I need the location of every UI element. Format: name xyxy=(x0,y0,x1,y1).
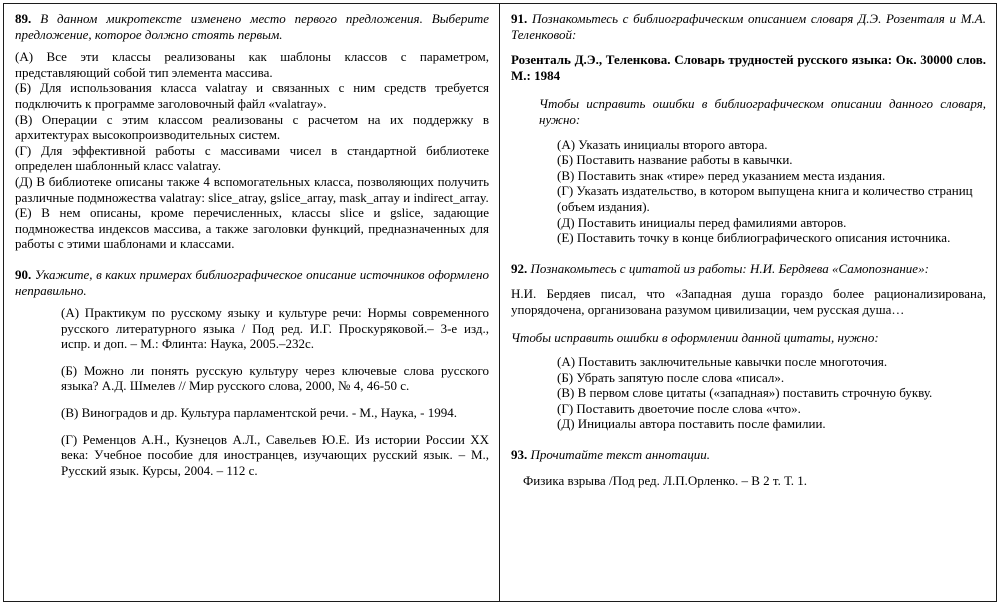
q92-option-d: (Д) Инициалы автора поставить после фамилии. xyxy=(557,416,826,432)
q92-number: 92. xyxy=(511,260,528,276)
q89-option-g: (Г) Для эффективной работы с массивами чисел в стандартной библиотеке определен шаблонный класс valatray. xyxy=(15,142,489,174)
q90-number: 90. xyxy=(15,266,32,282)
q92-option-b: (Б) Убрать запятую после слова «писал». xyxy=(557,369,785,385)
q91-instruction: Чтобы исправить ошибки в библиографическом описании данного словаря, нужно: xyxy=(539,96,986,127)
q92-instruction: Чтобы исправить ошибки в оформлении данной цитаты, нужно: xyxy=(511,329,879,345)
q89-prompt-text: В данном микротексте изменено место первого предложения. Выберите предложение, которое должно стоять первым. xyxy=(15,11,489,42)
q91-option-e: (Е) Поставить точку в конце библиографического описания источника. xyxy=(557,230,951,246)
question-93 xyxy=(511,447,986,488)
q91-options xyxy=(557,137,986,246)
q92-prompt xyxy=(511,261,986,277)
q93-annotation-text: Физика взрыва /Под ред. Л.П.Орленко. – В 2 т. Т. 1. xyxy=(523,472,807,488)
question-89 xyxy=(15,11,489,252)
q89-option-b: (Б) Для использования класса valatray и связанных с ним средств требуется подключить к программе заголовочный файл «valatray». xyxy=(15,80,489,111)
q90-option-b: (Б) Можно ли понять русскую культуру через ключевые слова русского языка? А.Д. Шмелев // Мир русского слова, 2000, № 4, 46-50 с. xyxy=(61,362,489,394)
q89-option-d: (Д) В библиотеке описаны также 4 вспомогательных класса, позволяющих получить различные подмножества valatray: slice_atray, gslice_array, mask_array и indirect_array. xyxy=(15,173,489,205)
q90-option-v: (В) Виноградов и др. Культура парламентской речи. - М., Наука, - 1994. xyxy=(61,405,457,421)
q91-option-v: (В) Поставить знак «тире» перед указанием места издания. xyxy=(557,167,886,183)
q93-prompt-text: Прочитайте текст аннотации. xyxy=(530,447,711,463)
document-page xyxy=(3,3,997,602)
left-column xyxy=(4,4,500,601)
q92-option-a: (А) Поставить заключительные кавычки после многоточия. xyxy=(557,354,888,370)
q92-option-v: (В) В первом слове цитаты («западная») поставить строчную букву. xyxy=(557,385,933,401)
q91-option-a: (А) Указать инициалы второго автора. xyxy=(557,136,768,152)
q91-number: 91. xyxy=(511,11,528,26)
right-column xyxy=(500,4,996,601)
q90-option-g: (Г) Ременцов А.Н., Кузнецов А.Л., Савельев Ю.Е. Из истории России XX века: Учебное пособие для иностранцев, изучающих русский язык. – М., Русский язык. Курсы, 2004. – 112 с. xyxy=(61,431,489,478)
question-91 xyxy=(511,11,986,246)
q92-options xyxy=(557,354,986,432)
q90-options xyxy=(15,305,489,478)
q91-prompt-text: Познакомьтесь с библиографическим описанием словаря Д.Э. Розенталя и М.А. Теленковой: xyxy=(511,11,987,42)
q90-prompt-text: Укажите, в каких примерах библиографическое описание источников оформлено неправильно. xyxy=(15,266,489,298)
q91-option-d: (Д) Поставить инициалы перед фамилиями авторов. xyxy=(557,214,847,230)
q91-option-b: (Б) Поставить название работы в кавычки. xyxy=(557,152,793,168)
q92-option-g: (Г) Поставить двоеточие после слова «что». xyxy=(557,400,801,416)
q89-number: 89. xyxy=(15,11,32,26)
q89-option-e: (Е) В нем описаны, кроме перечисленных, классы slice и gslice, задающие подмножества индексов массива, а также заголовки функций, предназначенных для работы с этими шаблонами и классами. xyxy=(15,205,489,252)
question-92 xyxy=(511,261,986,432)
q90-option-a: (А) Практикум по русскому языку и культуре речи: Нормы современного русского литературного языка / Под ред. И.Г. Проскуряковой.– 3-е изд., испр. и доп. – М.: Флинта: Наука, 2005.–232с. xyxy=(61,305,489,352)
q92-prompt-text: Познакомьтесь с цитатой из работы: Н.И. Бердяева «Самопознание»: xyxy=(530,260,929,276)
q89-prompt xyxy=(15,11,489,42)
q92-quote: Н.И. Бердяев писал, что «Западная душа гораздо более рационализирована, упорядочена, организована разумом цивилизации, чем русская душа… xyxy=(511,286,986,317)
q91-option-g: (Г) Указать издательство, в котором выпущена книга и количество страниц (объем издания). xyxy=(557,183,973,214)
q93-number: 93. xyxy=(511,447,528,463)
q91-bibliographic-reference: Розенталь Д.Э., Теленкова. Словарь трудностей русского языка: Ок. 30000 слов. М.: 1984 xyxy=(511,52,986,83)
q89-option-a: (А) Все эти классы реализованы как шаблоны классов с параметром, представляющий собой тип элемента массива. xyxy=(15,49,489,80)
q90-prompt xyxy=(15,267,489,298)
q93-prompt xyxy=(511,447,986,463)
q89-option-v: (В) Операции с этим классом реализованы с расчетом на их поддержку в архитектурах высокопроизводительных систем. xyxy=(15,111,489,143)
q91-prompt xyxy=(511,11,986,42)
question-90 xyxy=(15,267,489,479)
